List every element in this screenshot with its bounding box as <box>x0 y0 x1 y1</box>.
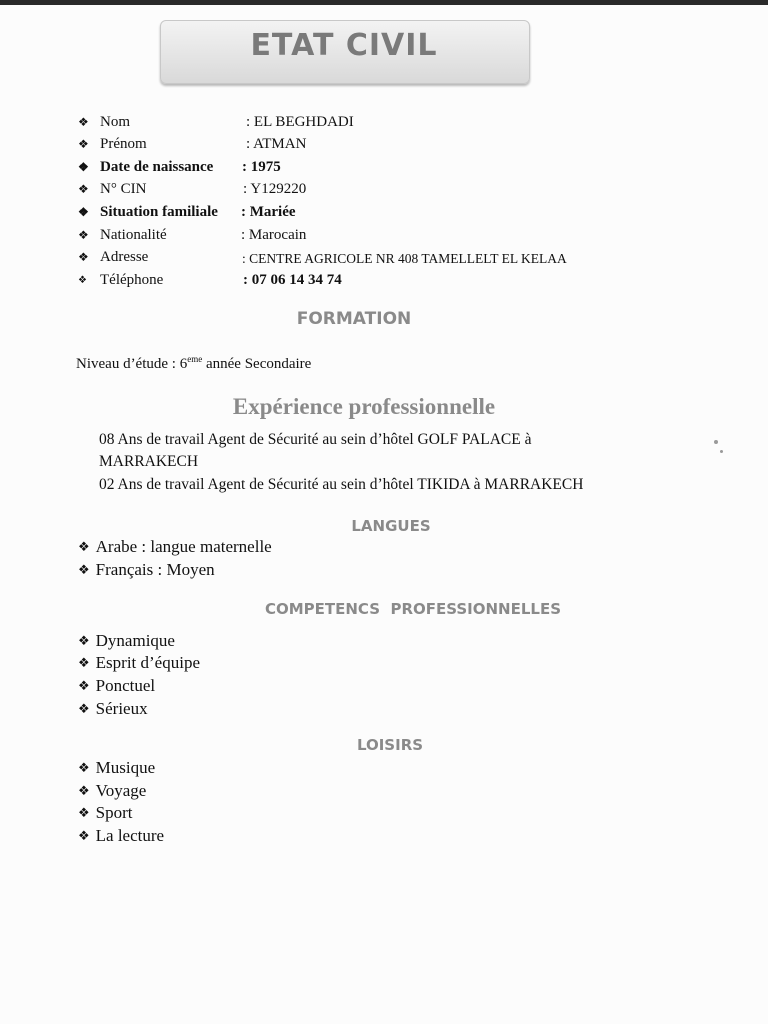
bullet-icon: ❖ <box>78 275 87 286</box>
niveau-suffix: année Secondaire <box>202 356 312 372</box>
field-label: Nationalité <box>100 227 167 243</box>
bullet-icon: ❖ <box>78 539 90 554</box>
langue-item: Arabe : langue maternelle <box>95 537 272 556</box>
langue-item: Français : Moyen <box>95 560 215 579</box>
field-label: Date de naissance <box>100 159 214 175</box>
experience-line: 02 Ans de travail Agent de Sécurité au sein d’hôtel TIKIDA à MARRAKECH <box>99 476 584 493</box>
niveau-etude <box>76 354 311 373</box>
competence-item: Dynamique <box>95 631 175 650</box>
experience-heading: Expérience professionnelle <box>232 394 496 419</box>
experience-line: 08 Ans de travail Agent de Sécurité au sein d’hôtel GOLF PALACE à <box>99 431 532 448</box>
bullet-icon: ❖ <box>78 678 90 693</box>
loisirs-heading: LOISIRS <box>356 736 424 754</box>
bullet-icon: ❖ <box>78 160 89 174</box>
bullet-icon: ❖ <box>78 655 90 670</box>
loisir-item: La lecture <box>95 826 165 845</box>
field-label: Adresse <box>100 249 149 265</box>
bullet-icon: ❖ <box>78 633 90 648</box>
list-item <box>78 826 164 846</box>
bullet-icon: ❖ <box>78 182 89 196</box>
field-label: N° CIN <box>100 181 147 197</box>
field-value: : Marocain <box>241 227 307 243</box>
etat-civil-title: ETAT CIVIL <box>250 28 438 63</box>
list-item <box>78 803 133 823</box>
scan-top-edge <box>0 0 768 5</box>
loisir-item: Sport <box>95 803 133 822</box>
list-item <box>78 653 200 673</box>
list-item <box>78 676 155 696</box>
field-label: Nom <box>100 114 130 130</box>
bullet-icon: ❖ <box>78 228 89 242</box>
field-label: Téléphone <box>100 272 164 288</box>
competence-item: Esprit d’équipe <box>95 653 200 672</box>
field-value: : EL BEGHDADI <box>246 114 354 130</box>
list-item <box>78 560 215 580</box>
bullet-icon: ❖ <box>78 783 90 798</box>
bullet-icon: ❖ <box>78 760 90 775</box>
bullet-icon: ❖ <box>78 250 89 264</box>
bullet-icon: ❖ <box>78 701 90 716</box>
field-value: : Mariée <box>241 204 296 220</box>
list-item <box>78 699 148 719</box>
scan-speck <box>714 440 718 444</box>
scan-speck <box>720 450 723 453</box>
niveau-prefix: Niveau d’étude : 6 <box>76 356 188 372</box>
field-label: Prénom <box>100 136 147 152</box>
competence-item: Sérieux <box>95 699 148 718</box>
bullet-icon: ❖ <box>78 562 90 577</box>
bullet-icon: ❖ <box>78 137 89 151</box>
field-value: : 07 06 14 34 74 <box>243 272 342 288</box>
bullet-icon: ❖ <box>78 205 89 219</box>
list-item <box>78 758 155 778</box>
competence-item: Ponctuel <box>95 676 156 695</box>
loisir-item: Voyage <box>95 781 147 800</box>
competences-heading: COMPETENCS PROFESSIONNELLES <box>264 600 562 618</box>
bullet-icon: ❖ <box>78 115 89 129</box>
field-label: Situation familiale <box>100 204 218 220</box>
bullet-icon: ❖ <box>78 828 90 843</box>
field-value: : Y129220 <box>243 181 307 197</box>
langues-heading: LANGUES <box>351 517 431 535</box>
bullet-icon: ❖ <box>78 805 90 820</box>
field-value: : CENTRE AGRICOLE NR 408 TAMELLELT EL KELAA <box>242 251 567 266</box>
field-value: : ATMAN <box>246 136 307 152</box>
niveau-sup: eme <box>187 354 203 364</box>
list-item <box>78 631 175 651</box>
formation-heading: FORMATION <box>296 309 412 329</box>
experience-line: MARRAKECH <box>99 453 199 470</box>
list-item <box>78 537 272 557</box>
loisir-item: Musique <box>95 758 156 777</box>
field-value: : 1975 <box>242 159 281 175</box>
list-item <box>78 781 146 801</box>
